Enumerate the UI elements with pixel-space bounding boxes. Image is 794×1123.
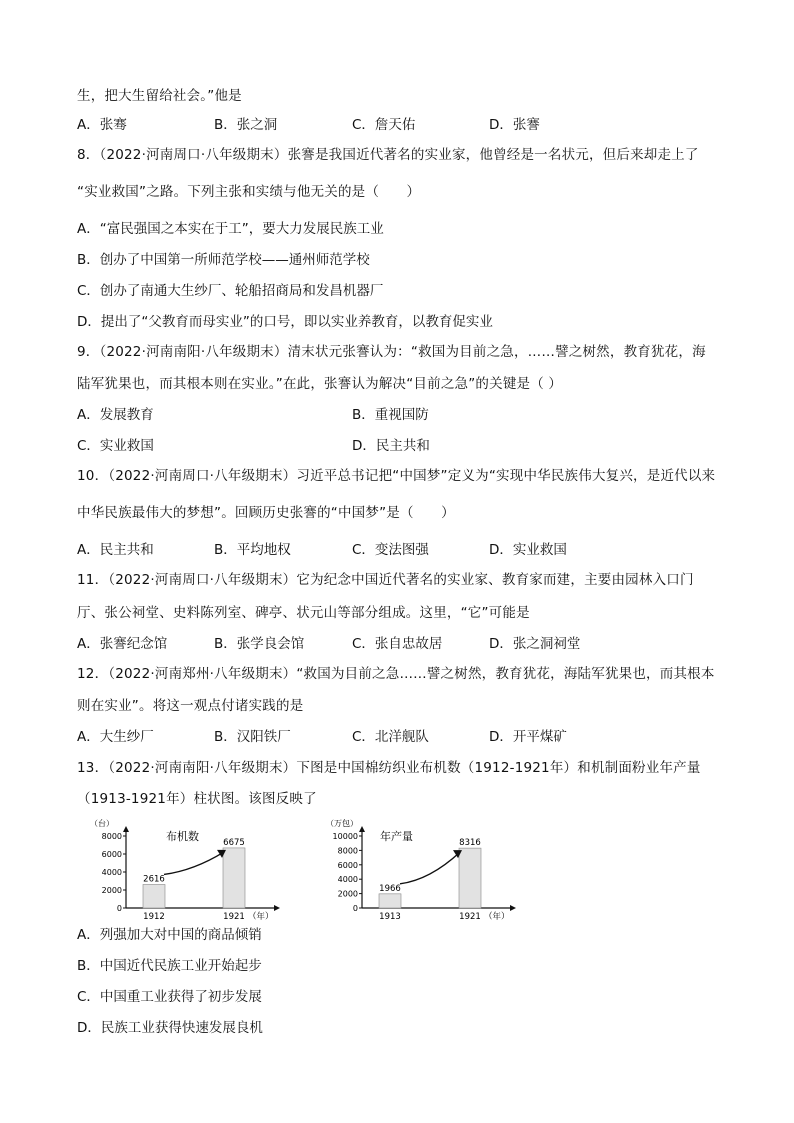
q13-option-c[interactable]: C．中国重工业获得了初步发展 xyxy=(77,989,262,1005)
chart-unit-label: （万包） xyxy=(326,819,358,828)
y-tick-label: 8000 xyxy=(101,832,122,841)
bar-value-label: 2616 xyxy=(143,874,165,885)
x-tick-label: 1921 xyxy=(223,912,245,922)
q12-option-a[interactable]: A．大生纱厂 xyxy=(77,729,154,745)
y-tick-label: 4000 xyxy=(337,875,358,885)
q8-option-a[interactable]: A．“富民强国之本实在于工”，要大力发展民族工业 xyxy=(77,221,384,237)
q7-stem-tail: 生，把大生留给社会。”他是 xyxy=(77,88,242,104)
q8-option-b[interactable]: B．创办了中国第一所师范学校——通州师范学校 xyxy=(77,252,370,268)
q9-stem-line2: 陆军犹果也，而其根本则在实业。”在此，张謇认为解决“目前之急”的关键是（ ） xyxy=(77,376,563,392)
q9-option-b[interactable]: B．重视国防 xyxy=(352,407,429,423)
q11-stem-line2: 厅、张公祠堂、史料陈列室、碑亭、状元山等部分组成。这里，“它”可能是 xyxy=(77,605,530,621)
q12-option-d[interactable]: D．开平煤矿 xyxy=(489,729,567,745)
bar xyxy=(459,848,481,908)
q7-option-b[interactable]: B．张之洞 xyxy=(214,117,278,133)
q10-stem-line1: 10．（2022·河南周口·八年级期末）习近平总书记把“中国梦”定义为“实现中华民族伟大复兴，是近代以来 xyxy=(77,468,716,484)
q8-stem-line1: 8．（2022·河南周口·八年级期末）张謇是我国近代著名的实业家，他曾经是一名状元，但后来却走上了 xyxy=(77,147,699,163)
q13-stem-line2: （1913-1921年）柱状图。该图反映了 xyxy=(77,791,317,807)
q10-option-b[interactable]: B．平均地权 xyxy=(214,542,291,558)
y-tick-label: 0 xyxy=(352,904,358,913)
x-axis-arrow xyxy=(274,905,280,911)
q13-option-b[interactable]: B．中国近代民族工业开始起步 xyxy=(77,958,262,974)
q12-option-c[interactable]: C．北洋舰队 xyxy=(352,729,429,745)
q13-stem-line1: 13．（2022·河南南阳·八年级期末）下图是中国棉纺织业布机数（1912-1921年）和机制面粉业年产量 xyxy=(77,760,701,776)
bar xyxy=(379,894,401,908)
q9-option-d[interactable]: D．民主共和 xyxy=(352,438,430,454)
q7-option-d[interactable]: D．张謇 xyxy=(489,117,540,133)
y-tick-label: 10000 xyxy=(332,832,358,841)
q10-stem-line2: 中华民族最伟大的梦想”。回顾历史张謇的“中国梦”是（ ） xyxy=(77,505,455,521)
bar xyxy=(143,884,165,908)
q9-option-a[interactable]: A．发展教育 xyxy=(77,407,154,423)
q10-option-c[interactable]: C．变法图强 xyxy=(352,542,429,558)
q10-option-a[interactable]: A．民主共和 xyxy=(77,542,154,558)
growth-arrow xyxy=(164,852,224,875)
q12-option-b[interactable]: B．汉阳铁厂 xyxy=(214,729,291,745)
bar-value-label: 1966 xyxy=(379,883,401,894)
loom-count-bar-chart xyxy=(86,816,296,924)
q12-stem-line1: 12．（2022·河南郑州·八年级期末）“救国为目前之急……譬之树然，教育犹花，海陆军犹果也，而其根本 xyxy=(77,666,715,682)
chart-unit-label: （台） xyxy=(90,819,114,828)
y-tick-label: 2000 xyxy=(337,889,358,899)
bar xyxy=(223,848,245,908)
bar-value-label: 6675 xyxy=(223,837,245,848)
q12-stem-line2: 则在实业”。将这一观点付诸实践的是 xyxy=(77,698,304,714)
flour-output-bar-chart xyxy=(318,816,528,924)
y-tick-label: 2000 xyxy=(101,886,122,895)
x-tick-label: 1921 xyxy=(459,912,481,922)
x-tick-label: 1912 xyxy=(143,912,165,922)
y-tick-label: 4000 xyxy=(101,868,122,877)
x-unit-label: （年） xyxy=(484,912,510,922)
q8-stem-line2: “实业救国”之路。下列主张和实绩与他无关的是（ ） xyxy=(77,184,421,200)
x-tick-label: 1913 xyxy=(379,912,401,922)
x-unit-label: （年） xyxy=(248,912,274,922)
bar-value-label: 8316 xyxy=(459,838,481,849)
q7-option-a[interactable]: A．张骞 xyxy=(77,117,127,133)
q11-option-d[interactable]: D．张之洞祠堂 xyxy=(489,636,581,652)
q8-option-c[interactable]: C．创办了南通大生纱厂、轮船招商局和发昌机器厂 xyxy=(77,283,384,299)
q11-option-c[interactable]: C．张自忠故居 xyxy=(352,636,443,652)
y-axis-arrow xyxy=(359,826,365,832)
chart-title: 年产量 xyxy=(380,830,413,843)
q11-option-b[interactable]: B．张学良会馆 xyxy=(214,636,305,652)
growth-arrow xyxy=(400,852,460,884)
q7-option-c[interactable]: C．詹天佑 xyxy=(352,117,416,133)
q13-option-a[interactable]: A．列强加大对中国的商品倾销 xyxy=(77,927,262,943)
y-tick-label: 0 xyxy=(116,904,122,913)
q9-option-c[interactable]: C．实业救国 xyxy=(77,438,154,454)
y-tick-label: 6000 xyxy=(101,850,122,859)
y-tick-label: 8000 xyxy=(337,846,358,856)
y-tick-label: 6000 xyxy=(337,860,358,870)
q10-option-d[interactable]: D．实业救国 xyxy=(489,542,567,558)
chart-title: 布机数 xyxy=(166,830,199,843)
q11-option-a[interactable]: A．张謇纪念馆 xyxy=(77,636,168,652)
q11-stem-line1: 11．（2022·河南周口·八年级期末）它为纪念中国近代著名的实业家、教育家而建，主要由园林入口门 xyxy=(77,572,694,588)
q13-option-d[interactable]: D．民族工业获得快速发展良机 xyxy=(77,1020,263,1036)
q8-option-d[interactable]: D．提出了“父教育而母实业”的口号，即以实业养教育，以教育促实业 xyxy=(77,314,493,330)
y-axis-arrow xyxy=(123,826,129,832)
x-axis-arrow xyxy=(510,905,516,911)
q9-stem-line1: 9．（2022·河南南阳·八年级期末）清末状元张謇认为：“救国为目前之急，……譬之树然，教育犹花，海 xyxy=(77,344,706,360)
